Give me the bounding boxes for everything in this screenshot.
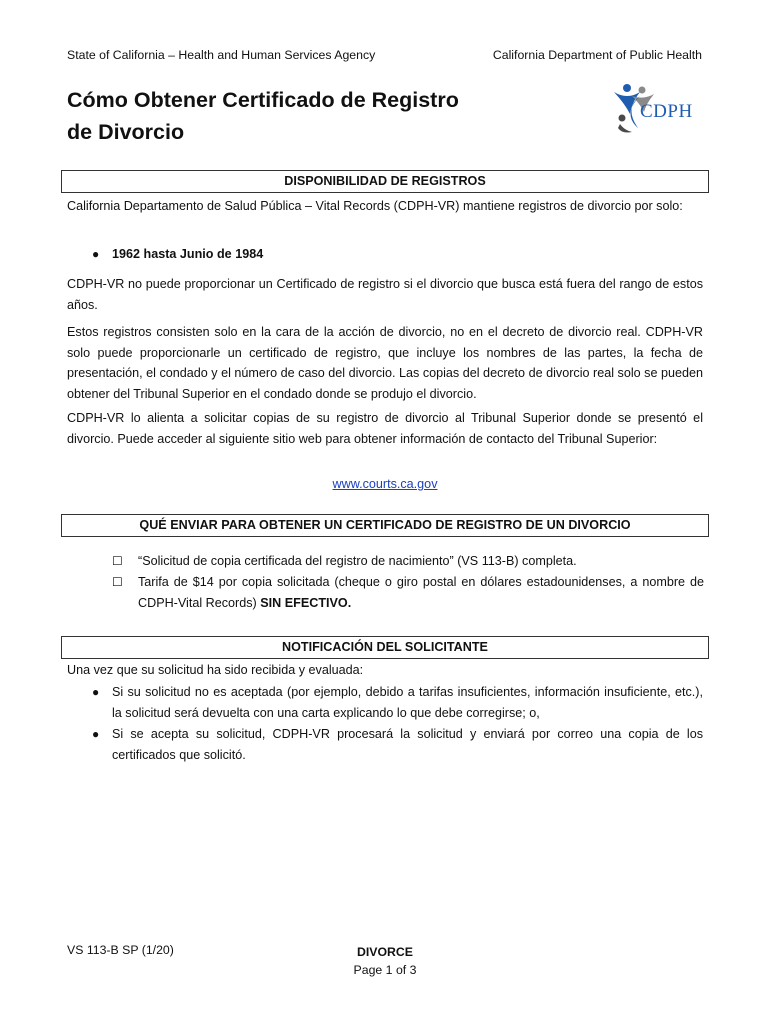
year-range: 1962 hasta Junio de 1984: [112, 247, 264, 261]
requirement-fee: [138, 572, 704, 613]
bullet-icon: ●: [92, 685, 100, 699]
availability-para-2: Estos registros consisten solo en la cara de la acción de divorcio, no en el decreto de divorcio real. CDPH-VR solo puede proporcionarle un certificado de registro, que incluye los nombres de las partes, la fecha de presentación, el condado y el número de caso del divorcio. Las copias del decreto de divorcio real solo se pueden obtener del Tribunal Superior en el condado donde se produjo el divorcio.: [67, 325, 703, 401]
requirement-application: “Solicitud de copia certificada del registro de nacimiento” (VS 113-B) completa.: [138, 554, 577, 568]
footer-center: [330, 943, 440, 979]
page-number: Page 1 of 3: [353, 963, 417, 977]
availability-para-1: CDPH-VR no puede proporcionar un Certificado de registro si el divorcio que busca está fuera del rango de estos años.: [67, 277, 703, 312]
fee-text: Tarifa de $14 por copia solicitada (cheque o giro postal en dólares estadounidenses, a nombre de CDPH-Vital Records): [138, 575, 704, 610]
bullet-icon: ●: [92, 247, 100, 261]
form-name: DIVORCE: [356, 945, 414, 959]
page-title: [67, 84, 487, 148]
notification-accepted: Si se acepta su solicitud, CDPH-VR procesará la solicitud y enviará por correo una copia de los certificados que solicitó.: [112, 727, 703, 762]
section-heading-what-to-send: QUÉ ENVIAR PARA OBTENER UN CERTIFICADO DE REGISTRO DE UN DIVORCIO: [61, 514, 709, 537]
no-cash-note: SIN EFECTIVO.: [260, 595, 352, 610]
bullet-icon: ●: [92, 727, 100, 741]
notification-rejected: Si su solicitud no es aceptada (por ejemplo, debido a tarifas insuficientes, información insuficiente, etc.), la solicitud será devuelta con una carta explicando lo que debe corregirse; o,: [112, 685, 703, 720]
agency-header: State of California – Health and Human Services Agency: [67, 48, 376, 62]
section-heading-availability: DISPONIBILIDAD DE REGISTROS: [61, 170, 709, 193]
courts-link-wrapper: [67, 474, 703, 494]
cdph-logo-text: CDPH: [640, 101, 693, 122]
form-number: VS 113-B SP (1/20): [67, 943, 174, 957]
courts-link[interactable]: www.courts.ca.gov: [332, 477, 438, 491]
checkbox-icon: ☐: [112, 575, 123, 589]
section-heading-notification: NOTIFICACIÓN DEL SOLICITANTE: [61, 636, 709, 659]
notification-intro: Una vez que su solicitud ha sido recibida y evaluada:: [67, 663, 364, 677]
availability-para-3: CDPH-VR lo alienta a solicitar copias de su registro de divorcio al Tribunal Superior donde se presentó el divorcio. Puede acceder al siguiente sitio web para obtener información de contacto del Tribunal Superior:: [67, 411, 703, 446]
availability-intro: California Departamento de Salud Pública – Vital Records (CDPH-VR) mantiene registros de divorcio por solo:: [67, 199, 683, 213]
title-line-1: Cómo Obtener Certificado de Registro: [67, 88, 459, 112]
checkbox-icon: ☐: [112, 554, 123, 568]
title-line-2: de Divorcio: [67, 120, 185, 144]
department-header: California Department of Public Health: [492, 48, 702, 62]
